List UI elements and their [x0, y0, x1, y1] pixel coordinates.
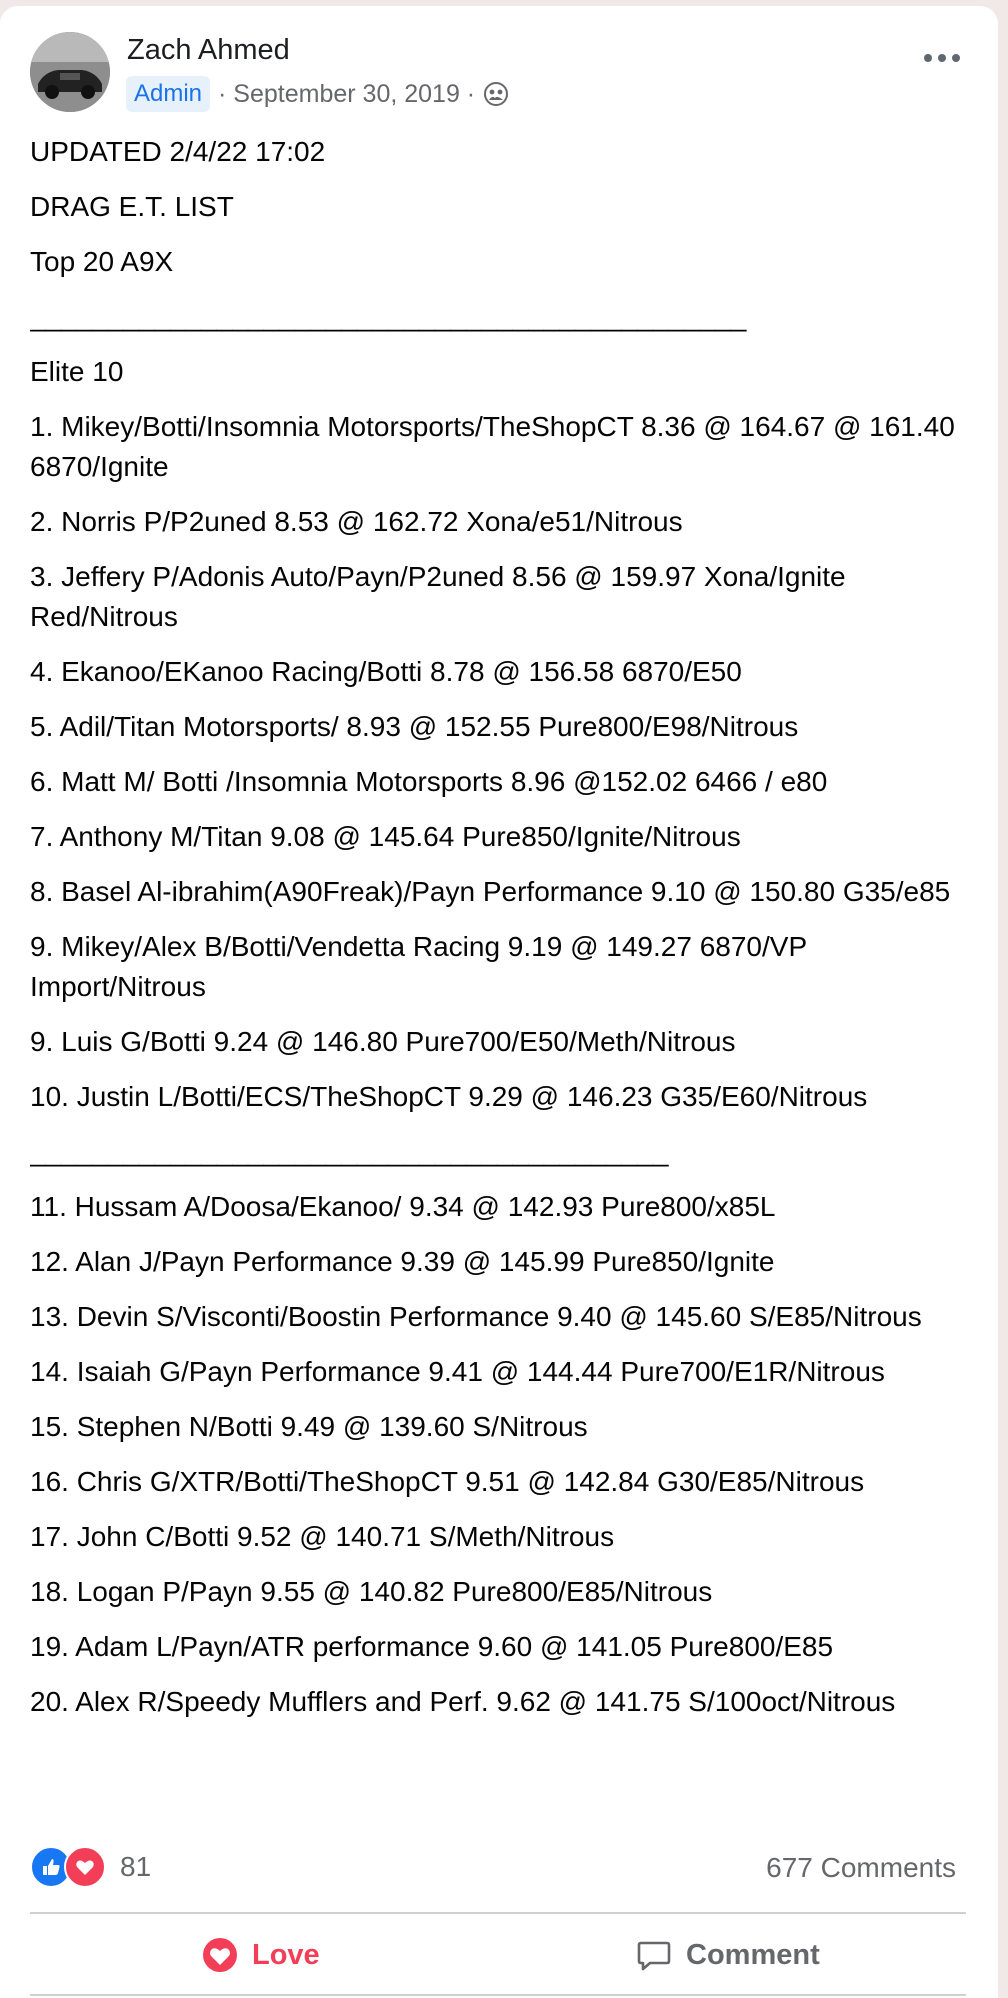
list-item: 16. Chris G/XTR/Botti/TheShopCT 9.51 @ 142.84 G30/E85/Nitrous [30, 1466, 865, 1497]
list-item: 1. Mikey/Botti/Insomnia Motorsports/TheShopCT 8.36 @ 164.67 @ 161.40 6870/Ignite [30, 411, 955, 482]
list-item: 12. Alan J/Payn Performance 9.39 @ 145.99 Pure850/Ignite [30, 1246, 775, 1277]
group-audience-icon [483, 81, 509, 107]
comment-label: Comment [686, 1938, 820, 1971]
list-title: DRAG E.T. LIST [30, 191, 234, 222]
avatar[interactable] [30, 32, 110, 112]
love-button[interactable] [202, 1930, 320, 1980]
post-meta [126, 74, 509, 114]
reaction-count: 81 [120, 1851, 152, 1882]
comment-button[interactable] [636, 1930, 820, 1980]
heart-icon [202, 1937, 238, 1973]
list-item: 6. Matt M/ Botti /Insomnia Motorsports 8.96 @152.02 6466 / e80 [30, 766, 828, 797]
list-item: 17. John C/Botti 9.52 @ 140.71 S/Meth/Nitrous [30, 1521, 615, 1552]
list-item: 7. Anthony M/Titan 9.08 @ 145.64 Pure850/Ignite/Nitrous [30, 821, 741, 852]
divider [30, 1912, 966, 1914]
list-item: 8. Basel Al-ibrahim(A90Freak)/Payn Performance 9.10 @ 150.80 G35/e85 [30, 876, 951, 907]
list-item: 9. Luis G/Botti 9.24 @ 146.80 Pure700/E50/Meth/Nitrous [30, 1026, 736, 1057]
list-item: 11. Hussam A/Doosa/Ekanoo/ 9.34 @ 142.93 Pure800/x85L [30, 1191, 776, 1222]
post-card [0, 6, 998, 1998]
list-item: 3. Jeffery P/Adonis Auto/Payn/P2uned 8.56 @ 159.97 Xona/Ignite Red/Nitrous [30, 561, 846, 632]
separator-line: ______________________________________________ [30, 301, 747, 332]
admin-badge[interactable]: Admin [126, 76, 210, 112]
list-item: 20. Alex R/Speedy Mufflers and Perf. 9.62 @ 141.75 S/100oct/Nitrous [30, 1686, 896, 1717]
list-item: 4. Ekanoo/EKanoo Racing/Botti 8.78 @ 156.58 6870/E50 [30, 656, 742, 687]
reactions-summary[interactable] [30, 1846, 151, 1888]
list-item: 10. Justin L/Botti/ECS/TheShopCT 9.29 @ 146.23 G35/E60/Nitrous [30, 1081, 868, 1112]
list-item: 15. Stephen N/Botti 9.49 @ 139.60 S/Nitrous [30, 1411, 588, 1442]
more-options-icon[interactable] [924, 54, 960, 62]
love-reaction-icon [64, 1846, 106, 1888]
list-item: 18. Logan P/Payn 9.55 @ 140.82 Pure800/E85/Nitrous [30, 1576, 713, 1607]
list-item: 14. Isaiah G/Payn Performance 9.41 @ 144.44 Pure700/E1R/Nitrous [30, 1356, 885, 1387]
section-heading: Elite 10 [30, 356, 124, 387]
list-item: 9. Mikey/Alex B/Botti/Vendetta Racing 9.19 @ 149.27 6870/VP Import/Nitrous [30, 931, 807, 1002]
update-line: UPDATED 2/4/22 17:02 [30, 136, 326, 167]
separator-line: _________________________________________ [30, 1136, 669, 1167]
list-item: 19. Adam L/Payn/ATR performance 9.60 @ 141.05 Pure800/E85 [30, 1631, 834, 1662]
list-item: 5. Adil/Titan Motorsports/ 8.93 @ 152.55 Pure800/E98/Nitrous [30, 711, 799, 742]
divider [30, 1994, 966, 1996]
comments-count-link[interactable]: 677 Comments [766, 1852, 956, 1883]
comment-bubble-icon [636, 1937, 672, 1973]
post-date[interactable]: · September 30, 2019 · [218, 79, 476, 108]
post-body [30, 132, 980, 1737]
author-name[interactable]: Zach Ahmed [127, 34, 290, 66]
list-item: 2. Norris P/P2uned 8.53 @ 162.72 Xona/e51/Nitrous [30, 506, 683, 537]
car-photo-icon [30, 32, 110, 112]
list-item: 13. Devin S/Visconti/Boostin Performance 9.40 @ 145.60 S/E85/Nitrous [30, 1301, 922, 1332]
love-label: Love [252, 1938, 320, 1971]
list-subtitle: Top 20 A9X [30, 246, 174, 277]
